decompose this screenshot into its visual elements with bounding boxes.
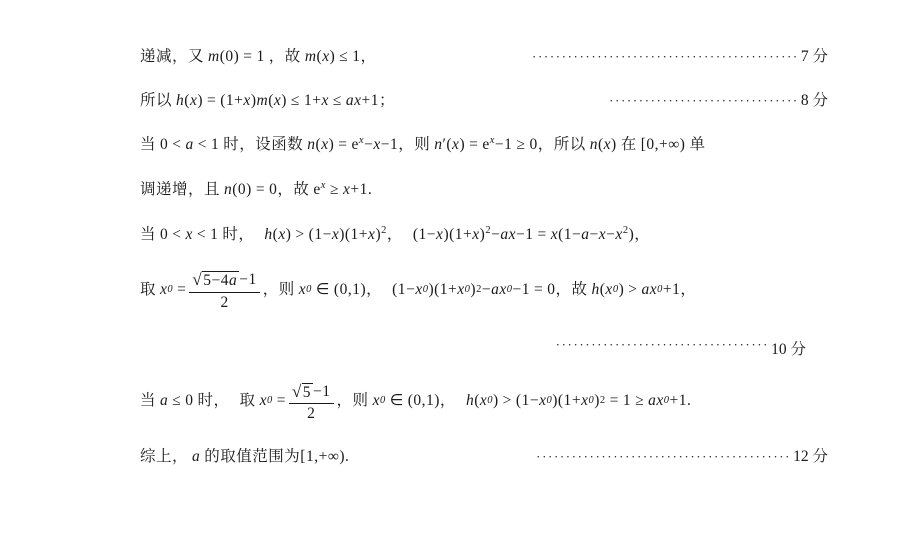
solution-line-3 — [140, 135, 828, 155]
solution-line-4 — [140, 180, 828, 200]
line9-leader-dots: ··········································· — [536, 449, 792, 465]
line7-leader-dots: ···································· — [555, 336, 770, 352]
fraction-golden-ratio: √ 5 −1 2 — [289, 382, 334, 424]
line1-leader-dots: ············································· — [532, 49, 799, 64]
solution-line-6 — [140, 269, 828, 311]
line2-leader-dots: ································ — [609, 92, 799, 108]
line1-text: 递减，又 m(0) = 1 ，故 m(x) ≤ 1， — [140, 48, 377, 65]
line4-text: 调递增，且 n(0) = 0，故 $e^x \ge x+1$. — [140, 179, 373, 199]
solution-line-2 — [140, 92, 828, 111]
line7-score: 10 分 — [771, 340, 806, 358]
line8-text: 当 a ≤ 0 时， 取 x 0 = √ 5 −1 2 ，则 x 0 ∈ (0,1) ， h ( x 0 ) > (1 − x 0 )(1 + x 0 ) 2 = 1 ≥ a x 0 + 1 . — [140, 381, 692, 423]
solution-line-7 — [140, 337, 828, 359]
line9-score: 12 分 — [793, 448, 828, 466]
solution-line-8 — [140, 381, 828, 423]
line2-score: 8 分 — [800, 91, 828, 109]
line6-text: 取 x 0 = √ 5−4a −1 2 ，则 x 0 ∈ (0,1) ， (1 − x 0 )(1 + x 0 ) 2 − a x 0 − 1 = 0 ，故 h ( x 0 ) > a x 0 + 1 ， — [140, 270, 697, 311]
line3-text: 当 0 < a < 1 时，设函数 $n(x) = e^x-x-1$，则 $n'(x) = e^x-1 \ge 0$，所以 n(x) 在 [0,+∞) 单 — [140, 135, 706, 154]
line9-text: 综上， a 的取值范围为[1,+∞). — [140, 448, 350, 466]
solution-body — [140, 48, 828, 467]
line2-text: 所以 h(x) = (1+x)m(x) ≤ 1+x ≤ ax+1； — [140, 91, 395, 109]
solution-line-5 — [140, 225, 828, 245]
solution-line-9 — [140, 448, 828, 467]
fraction-x0-expression: √ 5−4a −1 2 — [189, 270, 259, 312]
line1-score: 7 分 — [800, 48, 828, 65]
solution-line-1 — [140, 48, 828, 67]
line5-text: 当 0 < x < 1 时， $h(x) > (1-x)(1+x)^2$， $(1-x)(1+x)^2-ax-1 = x(1-a-x-x^2)$， — [140, 224, 651, 243]
